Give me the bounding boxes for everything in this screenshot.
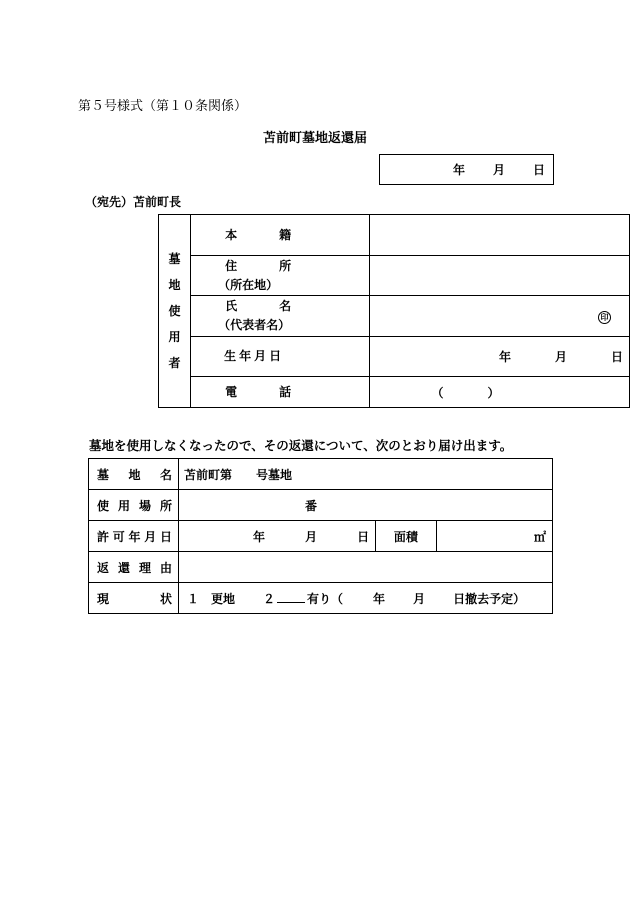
reason-label: 返 還 理 由: [89, 552, 179, 583]
addressee: （宛先）苫前町長: [85, 195, 182, 209]
phone-label: 電 話: [191, 377, 369, 408]
applicant-side-label: 墓 地 使 用 者: [159, 215, 191, 408]
phone-field[interactable]: （ ）: [369, 377, 629, 408]
grave-name-field[interactable]: 苫前町第 号墓地: [179, 459, 553, 490]
form-number: 第５号様式（第１０条関係）: [78, 99, 248, 114]
birthdate-label: 生年月日: [191, 337, 369, 377]
date-month: 月: [492, 163, 505, 177]
permit-date-field[interactable]: 年 月 日: [179, 521, 376, 552]
name-field[interactable]: [369, 296, 629, 337]
location-field[interactable]: 番: [179, 490, 553, 521]
applicant-table: [158, 214, 630, 408]
page-title: 苫前町墓地返還届: [262, 131, 367, 146]
area-field[interactable]: ㎡: [436, 521, 552, 552]
honseki-label: 本 籍: [191, 215, 369, 256]
seal-mark: 印: [598, 311, 611, 324]
honseki-field[interactable]: [369, 215, 629, 256]
permit-date-label: 許 可 年 月 日: [89, 521, 179, 552]
status-field[interactable]: １ 更地 ２ 有り（ 年 月 日撤去予定）: [179, 583, 553, 614]
reason-field[interactable]: [179, 552, 553, 583]
address-field[interactable]: [369, 256, 629, 296]
notice-text: 墓地を使用しなくなったので、その返還について、次のとおり届け出ます。: [89, 438, 513, 453]
birthdate-field[interactable]: 年 月 日: [369, 337, 629, 377]
address-label: 住 所 （所在地）: [191, 256, 369, 296]
date-year: 年: [452, 163, 465, 177]
name-label: 氏 名 （代表者名）: [191, 296, 369, 337]
submit-date-field[interactable]: [380, 155, 554, 185]
date-day: 日: [532, 163, 545, 177]
location-label: 使 用 場 所: [89, 490, 179, 521]
grave-name-label: 墓 地 名: [89, 459, 179, 490]
status-option-2[interactable]: ２: [263, 591, 276, 606]
status-option-1[interactable]: １ 更地: [187, 591, 236, 606]
submit-date-box: [379, 154, 554, 185]
grave-table: [88, 458, 553, 614]
area-label: 面積: [376, 521, 437, 552]
status-label: 現 状: [89, 583, 179, 614]
